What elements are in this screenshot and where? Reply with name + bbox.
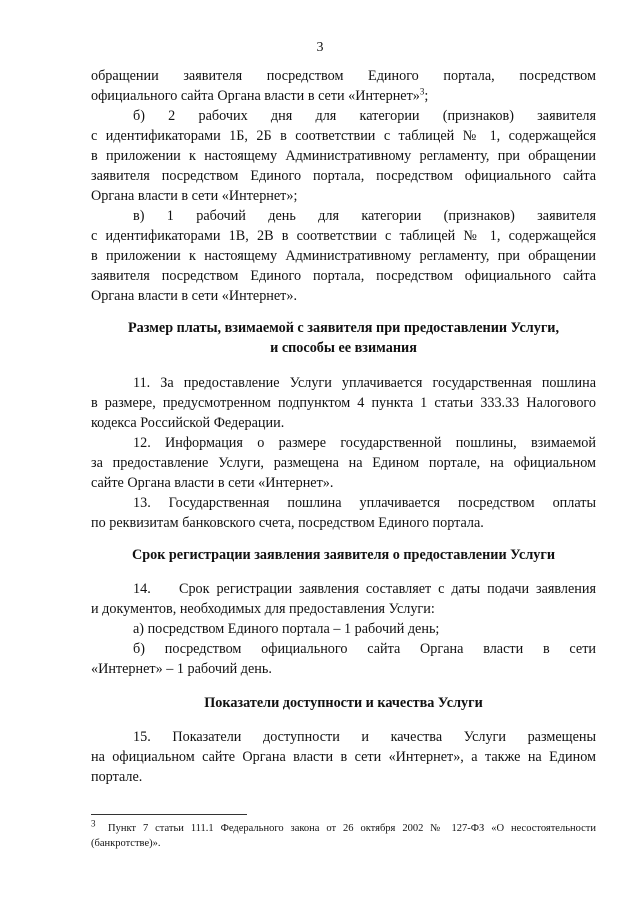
- text-line: с идентификаторами 1Б, 2Б в соответствии с таблицей № 1, содержащейся: [91, 128, 596, 144]
- text-line: в приложении к настоящему Административному регламенту, при обращении: [91, 148, 596, 164]
- footnote-text-continued: (банкротстве)».: [91, 838, 161, 849]
- text-line: сайте Органа власти в сети «Интернет».: [91, 475, 334, 491]
- text-line: а) посредством Единого портала – 1 рабочий день;: [133, 621, 440, 637]
- section-heading-quality: Показатели доступности и качества Услуги: [204, 695, 483, 711]
- section-heading-fee-continued: и способы ее взимания: [270, 340, 417, 356]
- text-line: 11. За предоставление Услуги уплачивается государственная пошлина: [133, 375, 596, 391]
- text-line: Органа власти в сети «Интернет».: [91, 288, 298, 304]
- text-fragment: ;: [424, 88, 429, 104]
- text-line: 13. Государственная пошлина уплачивается посредством оплаты: [133, 495, 596, 511]
- text-line: на официальном сайте Органа власти в сети «Интернет», а также на Едином: [91, 749, 596, 765]
- footnote-number: [91, 818, 101, 836]
- footnote-text: Пункт 7 статьи 111.1 Федерального закона от 26 октября 2002 № 127-ФЗ «О несостоятельности: [108, 823, 596, 834]
- item-number: 14.: [133, 581, 151, 597]
- text-line: Срок регистрации заявления составляет с даты подачи заявления: [179, 581, 596, 597]
- section-heading-fee: Размер платы, взимаемой с заявителя при предоставлении Услуги,: [127, 320, 559, 336]
- text-fragment: официального сайта Органа власти в сети «Интернет»: [91, 88, 420, 104]
- text-line: и документов, необходимых для предоставления Услуги:: [91, 601, 435, 617]
- footnote-reference: 3: [419, 86, 425, 97]
- text-line: в размере, предусмотренном подпунктом 4 пункта 1 статьи 333.33 Налогового: [91, 395, 596, 411]
- text-line: за предоставление Услуги, размещена на Едином портале, на официальном: [91, 455, 596, 471]
- text-line: кодекса Российской Федерации.: [91, 415, 285, 431]
- text-line: [91, 86, 596, 106]
- text-line: б) посредством официального сайта Органа власти в сети: [133, 641, 596, 657]
- text-line: по реквизитам банковского счета, посредством Единого портала.: [91, 515, 484, 531]
- text-line: с идентификаторами 1В, 2В в соответствии с таблицей № 1, содержащейся: [91, 228, 596, 244]
- footnote-separator: [91, 814, 247, 815]
- text-line: 12. Информация о размере государственной пошлины, взимаемой: [133, 435, 596, 451]
- footnote-marker: 3: [91, 818, 96, 829]
- text-line: б) 2 рабочих дня для категории (признаков) заявителя: [133, 108, 596, 124]
- section-heading-registration: Срок регистрации заявления заявителя о предоставлении Услуги: [131, 547, 556, 563]
- text-line: заявителя посредством Единого портала, посредством официального сайта: [91, 268, 596, 284]
- text-line: «Интернет» – 1 рабочий день.: [91, 661, 272, 677]
- text-line: обращении заявителя посредством Единого портала, посредством: [91, 68, 596, 84]
- text-line: в) 1 рабочий день для категории (признаков) заявителя: [133, 208, 596, 224]
- text-line: 15. Показатели доступности и качества Услуги размещены: [133, 729, 596, 745]
- text-line: Органа власти в сети «Интернет»;: [91, 188, 298, 204]
- page-number: 3: [316, 40, 324, 55]
- text-line: заявителя посредством Единого портала, посредством официального сайта: [91, 168, 596, 184]
- text-line: в приложении к настоящему Административному регламенту, при обращении: [91, 248, 596, 264]
- text-line: портале.: [91, 769, 143, 785]
